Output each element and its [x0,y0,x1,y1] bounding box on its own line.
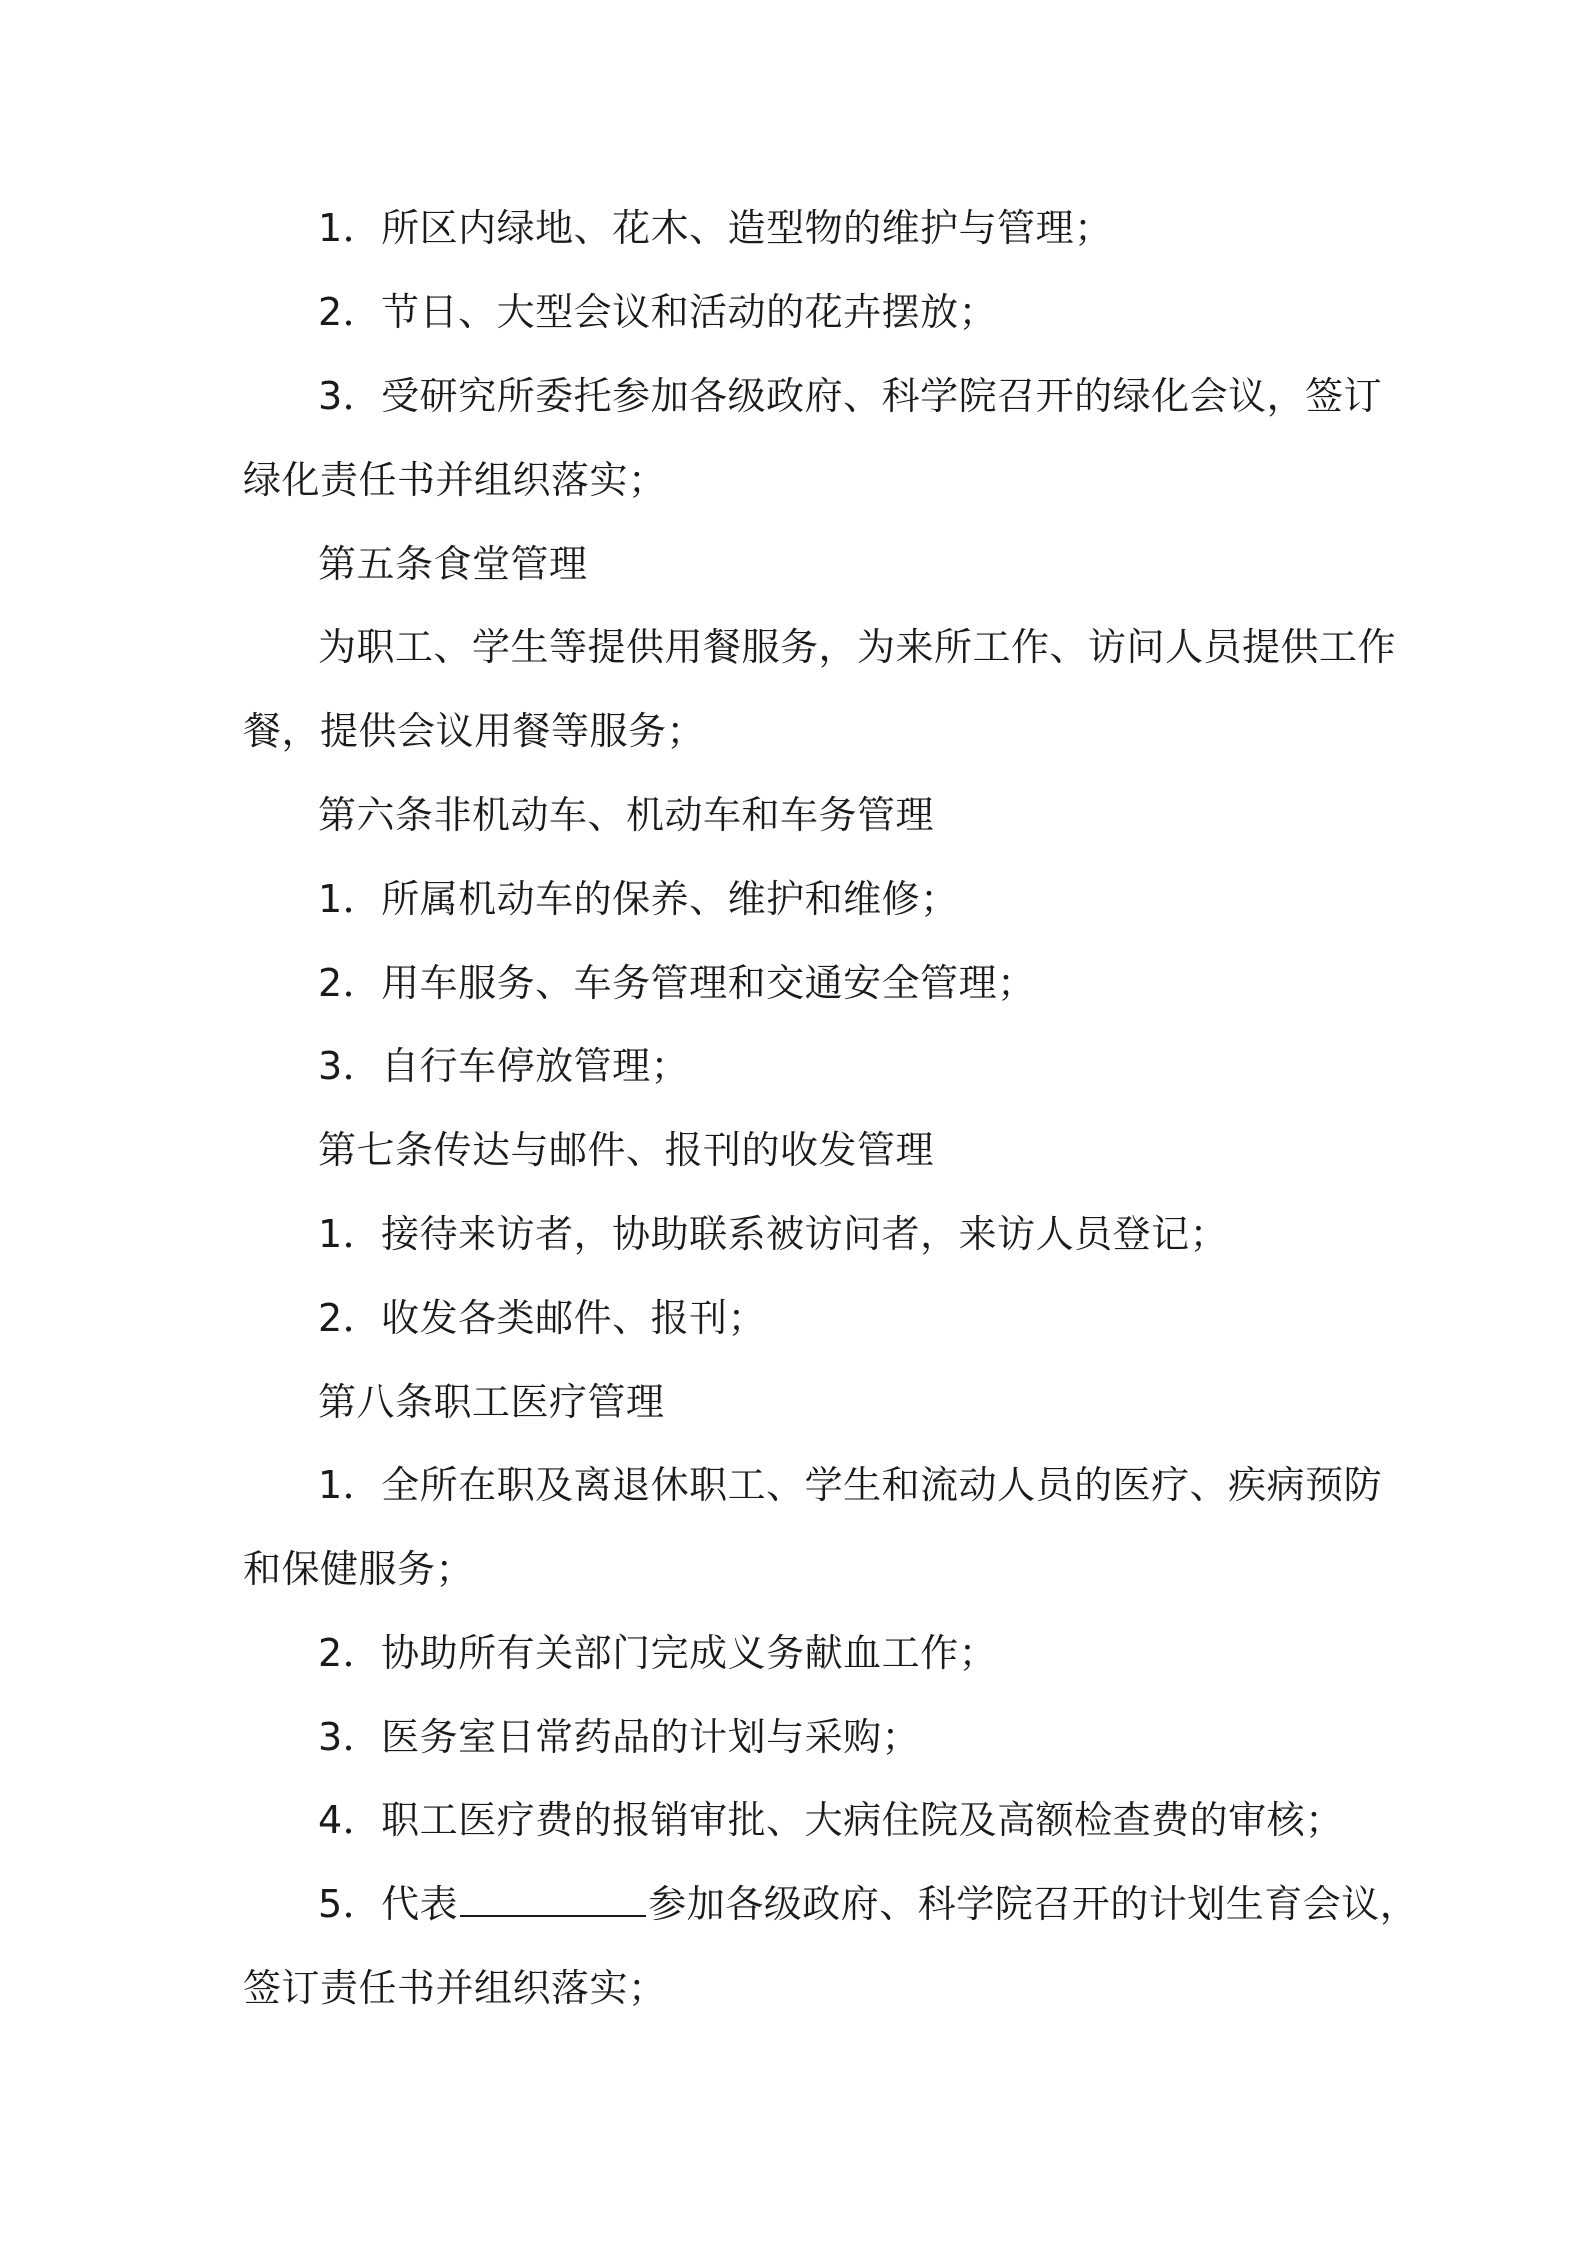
section-heading: 第五条食堂管理 [318,542,588,586]
line-suffix: 参加各级政府、科学院召开的计划生育会议， [648,1882,1419,1926]
paragraph-line: 绿化责任书并组织落实； [243,458,667,502]
fill-in-blank [460,1881,646,1917]
paragraph-line: 4．职工医疗费的报销审批、大病住院及高额检查费的审核； [318,1798,1344,1842]
paragraph-line: 2．协助所有关部门完成义务献血工作； [318,1631,998,1675]
paragraph-line: 1．所属机动车的保养、维护和维修； [318,877,959,921]
paragraph-line: 1．接待来访者，协助联系被访问者，来访人员登记； [318,1212,1229,1256]
paragraph-line: 2．收发各类邮件、报刊； [318,1296,767,1340]
paragraph-line: 签订责任书并组织落实； [243,1966,667,2010]
paragraph-line: 3．自行车停放管理； [318,1044,690,1088]
line-prefix: 5．代表 [318,1882,459,1926]
paragraph-line: 2．用车服务、车务管理和交通安全管理； [318,961,1036,1005]
paragraph-line-with-blank [318,1880,1418,1928]
paragraph-line: 2．节日、大型会议和活动的花卉摆放； [318,290,998,334]
paragraph-line: 1．所区内绿地、花木、造型物的维护与管理； [318,206,1113,250]
section-heading: 第七条传达与邮件、报刊的收发管理 [318,1128,935,1172]
paragraph-line: 3．受研究所委托参加各级政府、科学院召开的绿化会议，签订 [318,374,1383,418]
section-heading: 第六条非机动车、机动车和车务管理 [318,793,935,837]
paragraph-line: 为职工、学生等提供用餐服务，为来所工作、访问人员提供工作 [318,625,1397,669]
paragraph-line: 餐，提供会议用餐等服务； [243,709,706,753]
section-heading: 第八条职工医疗管理 [318,1380,665,1424]
paragraph-line: 和保健服务； [243,1547,475,1591]
paragraph-line: 1．全所在职及离退休职工、学生和流动人员的医疗、疾病预防 [318,1463,1383,1507]
paragraph-line: 3．医务室日常药品的计划与采购； [318,1715,921,1759]
